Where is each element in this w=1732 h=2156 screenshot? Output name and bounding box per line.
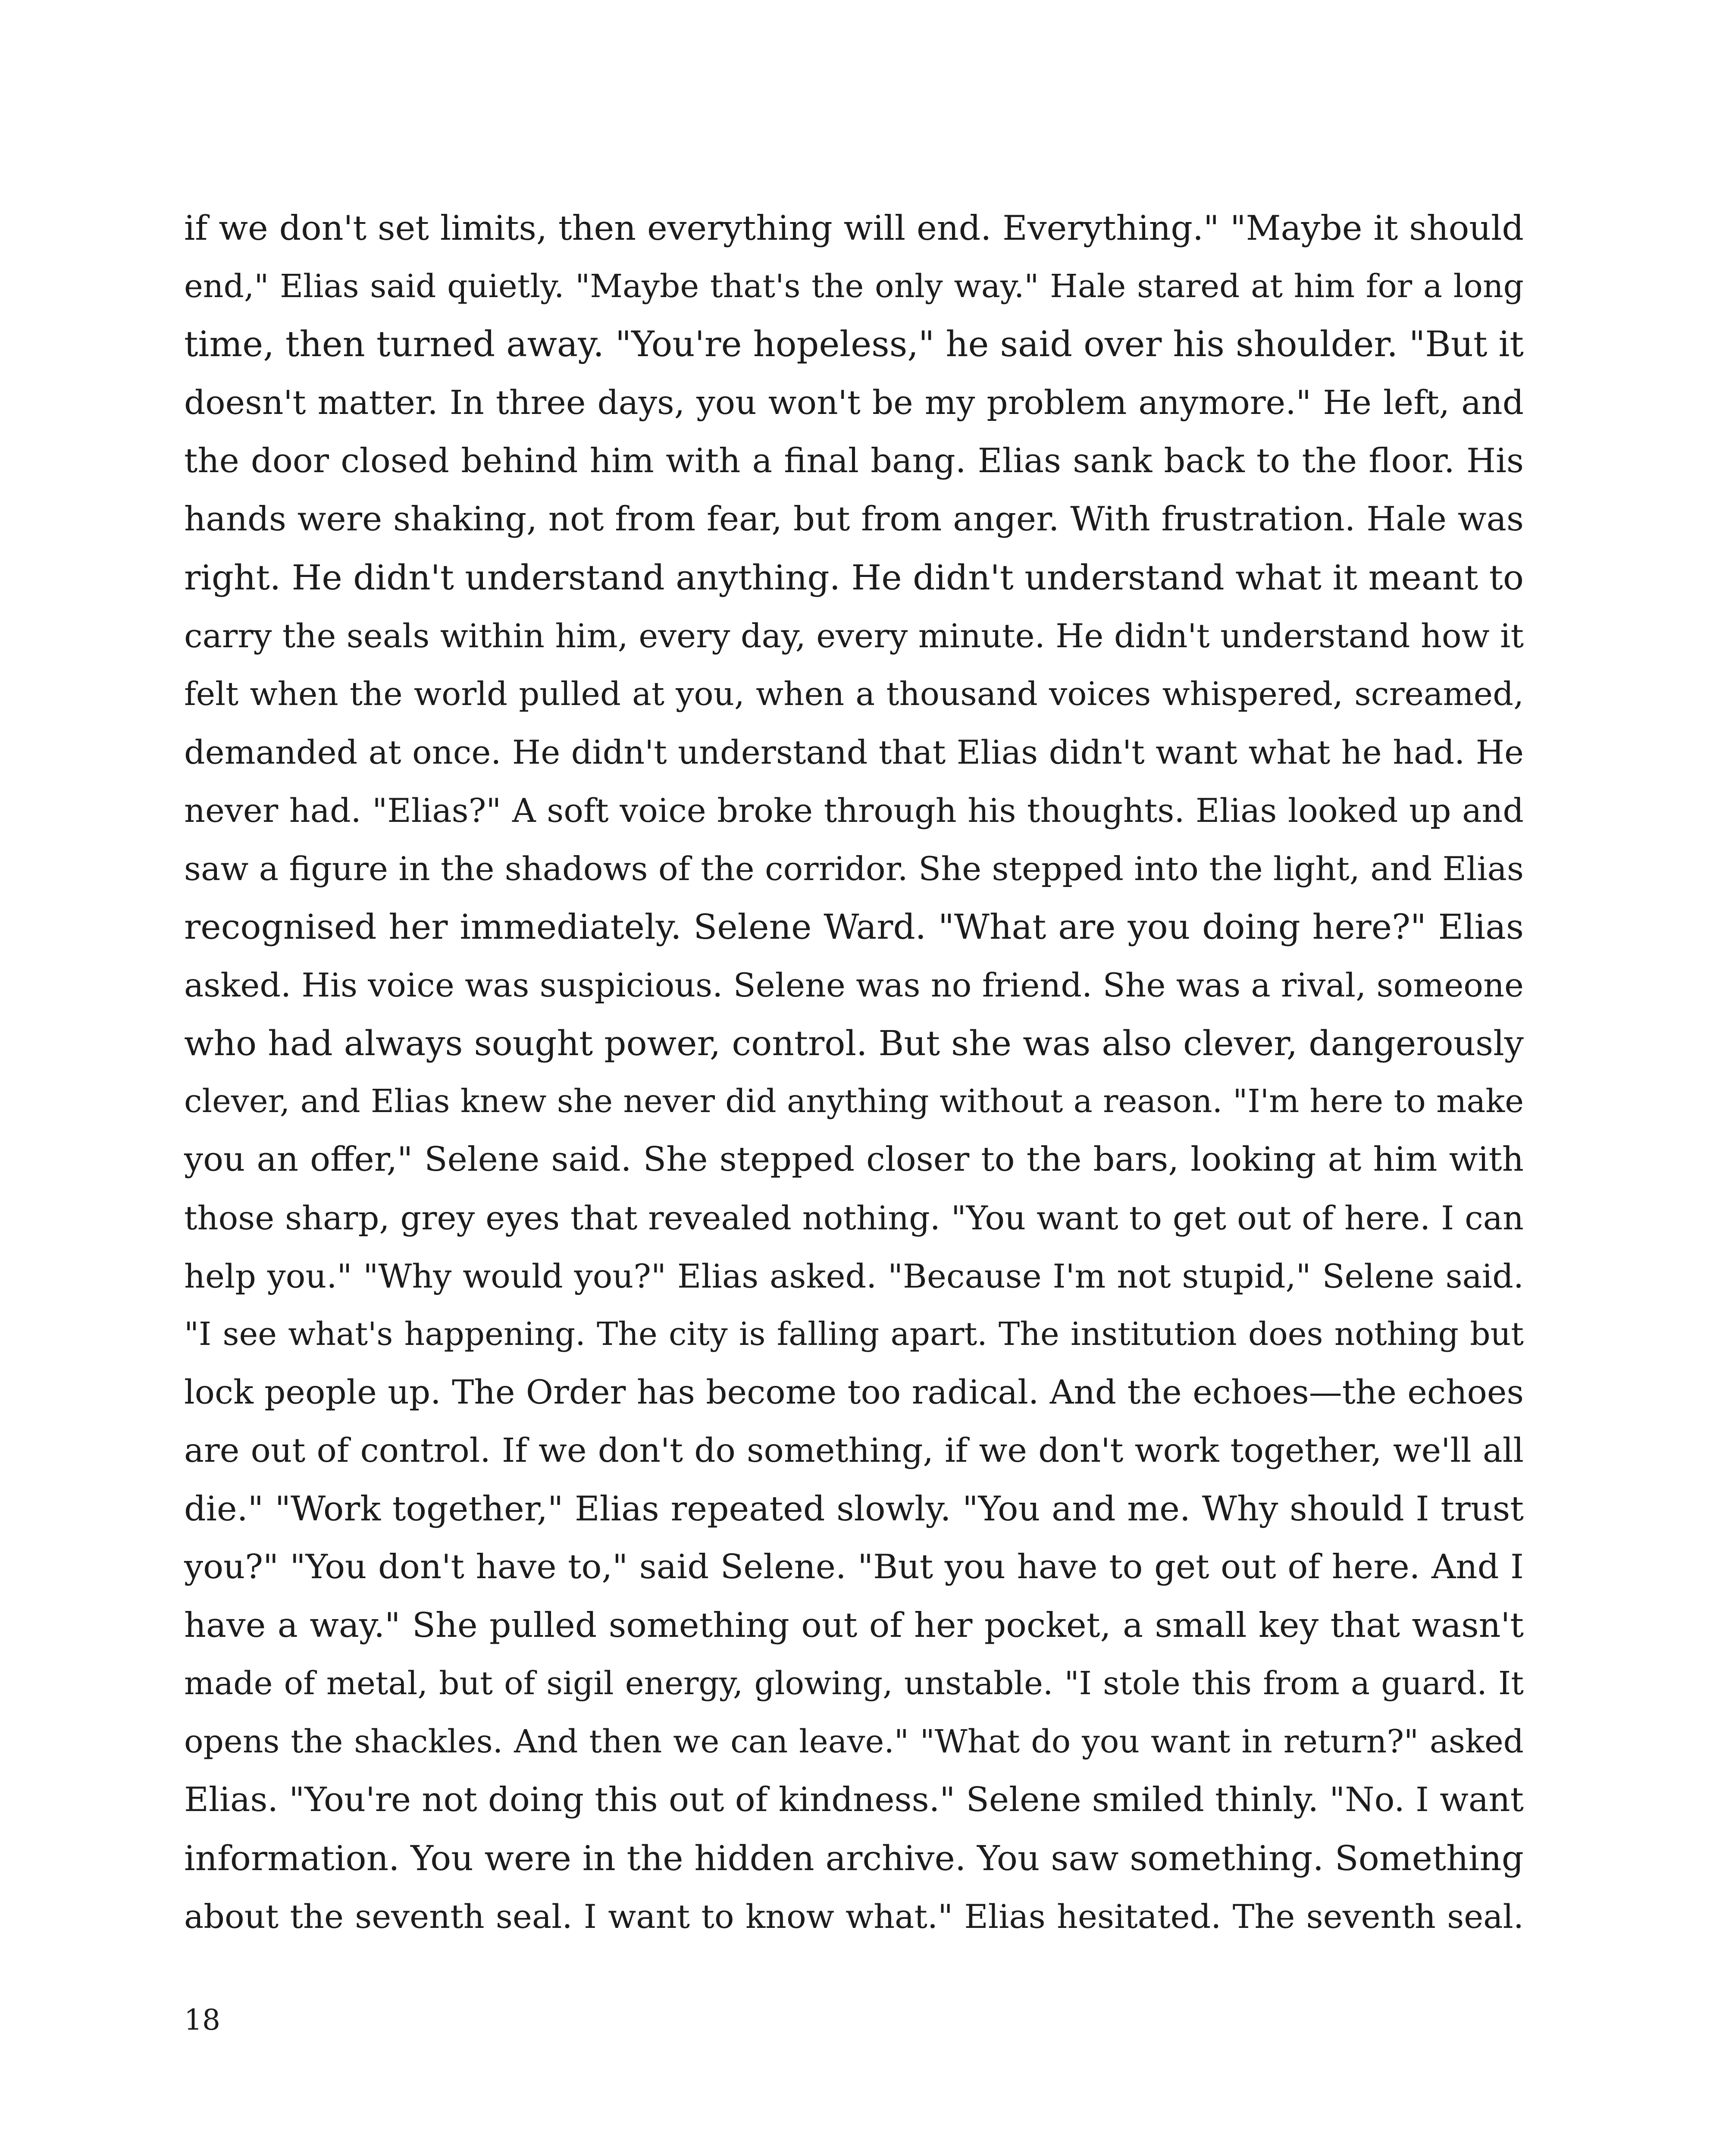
text-line: the door closed behind him with a final bang. Elias sank back to the floor. His (184, 442, 1524, 480)
text-line: time, then turned away. "You're hopeless," he said over his shoulder. "But it (184, 324, 1524, 365)
text-line: if we don't set limits, then everything will end. Everything." "Maybe it should (184, 208, 1524, 248)
text-line: asked. His voice was suspicious. Selene was no friend. She was a rival, someone (184, 966, 1524, 1004)
text-line: about the seventh seal. I want to know what." Elias hesitated. The seventh seal. (184, 1897, 1524, 1936)
text-line: have a way." She pulled something out of her pocket, a small key that wasn't (184, 1605, 1524, 1645)
text-line: opens the shackles. And then we can leave." "What do you want in return?" asked (184, 1723, 1524, 1760)
text-line: you an offer," Selene said. She stepped closer to the bars, looking at him with (184, 1140, 1524, 1179)
text-line: right. He didn't understand anything. He didn't understand what it meant to (184, 558, 1524, 598)
text-line: clever, and Elias knew she never did anything without a reason. "I'm here to make (184, 1083, 1524, 1120)
text-line: made of metal, but of sigil energy, glowing, unstable. "I stole this from a guard. It (184, 1665, 1524, 1702)
text-line: doesn't matter. In three days, you won't be my problem anymore." He left, and (184, 384, 1524, 422)
text-line: hands were shaking, not from fear, but from anger. With frustration. Hale was (184, 500, 1524, 539)
text-line: recognised her immediately. Selene Ward. "What are you doing here?" Elias (184, 907, 1524, 947)
text-line: lock people up. The Order has become too radical. And the echoes—the echoes (184, 1373, 1524, 1412)
text-line: demanded at once. He didn't understand that Elias didn't want what he had. He (184, 733, 1524, 771)
text-line: those sharp, grey eyes that revealed nothing. "You want to get out of here. I can (184, 1199, 1524, 1237)
text-line: "I see what's happening. The city is falling apart. The institution does nothing but (184, 1316, 1524, 1353)
text-line: Elias. "You're not doing this out of kindness." Selene smiled thinly. "No. I want (184, 1780, 1524, 1819)
text-line: never had. "Elias?" A soft voice broke through his thoughts. Elias looked up and (184, 791, 1524, 830)
text-line: help you." "Why would you?" Elias asked. "Because I'm not stupid," Selene said. (184, 1257, 1524, 1295)
page-number: 18 (184, 2003, 220, 2037)
text-line: you?" "You don't have to," said Selene. "But you have to get out of here. And I (184, 1548, 1524, 1586)
text-line: end," Elias said quietly. "Maybe that's the only way." Hale stared at him for a long (184, 268, 1524, 305)
text-line: information. You were in the hidden archive. You saw something. Something (184, 1838, 1524, 1878)
text-line: die." "Work together," Elias repeated slowly. "You and me. Why should I trust (184, 1489, 1524, 1529)
body-text (184, 199, 1524, 1946)
text-line: carry the seals within him, every day, every minute. He didn't understand how it (184, 617, 1524, 655)
text-line: felt when the world pulled at you, when a thousand voices whispered, screamed, (184, 675, 1524, 713)
text-line: are out of control. If we don't do something, if we don't work together, we'll all (184, 1432, 1524, 1470)
text-line: saw a figure in the shadows of the corridor. She stepped into the light, and Elias (184, 849, 1524, 888)
text-line: who had always sought power, control. But she was also clever, dangerously (184, 1023, 1524, 1063)
